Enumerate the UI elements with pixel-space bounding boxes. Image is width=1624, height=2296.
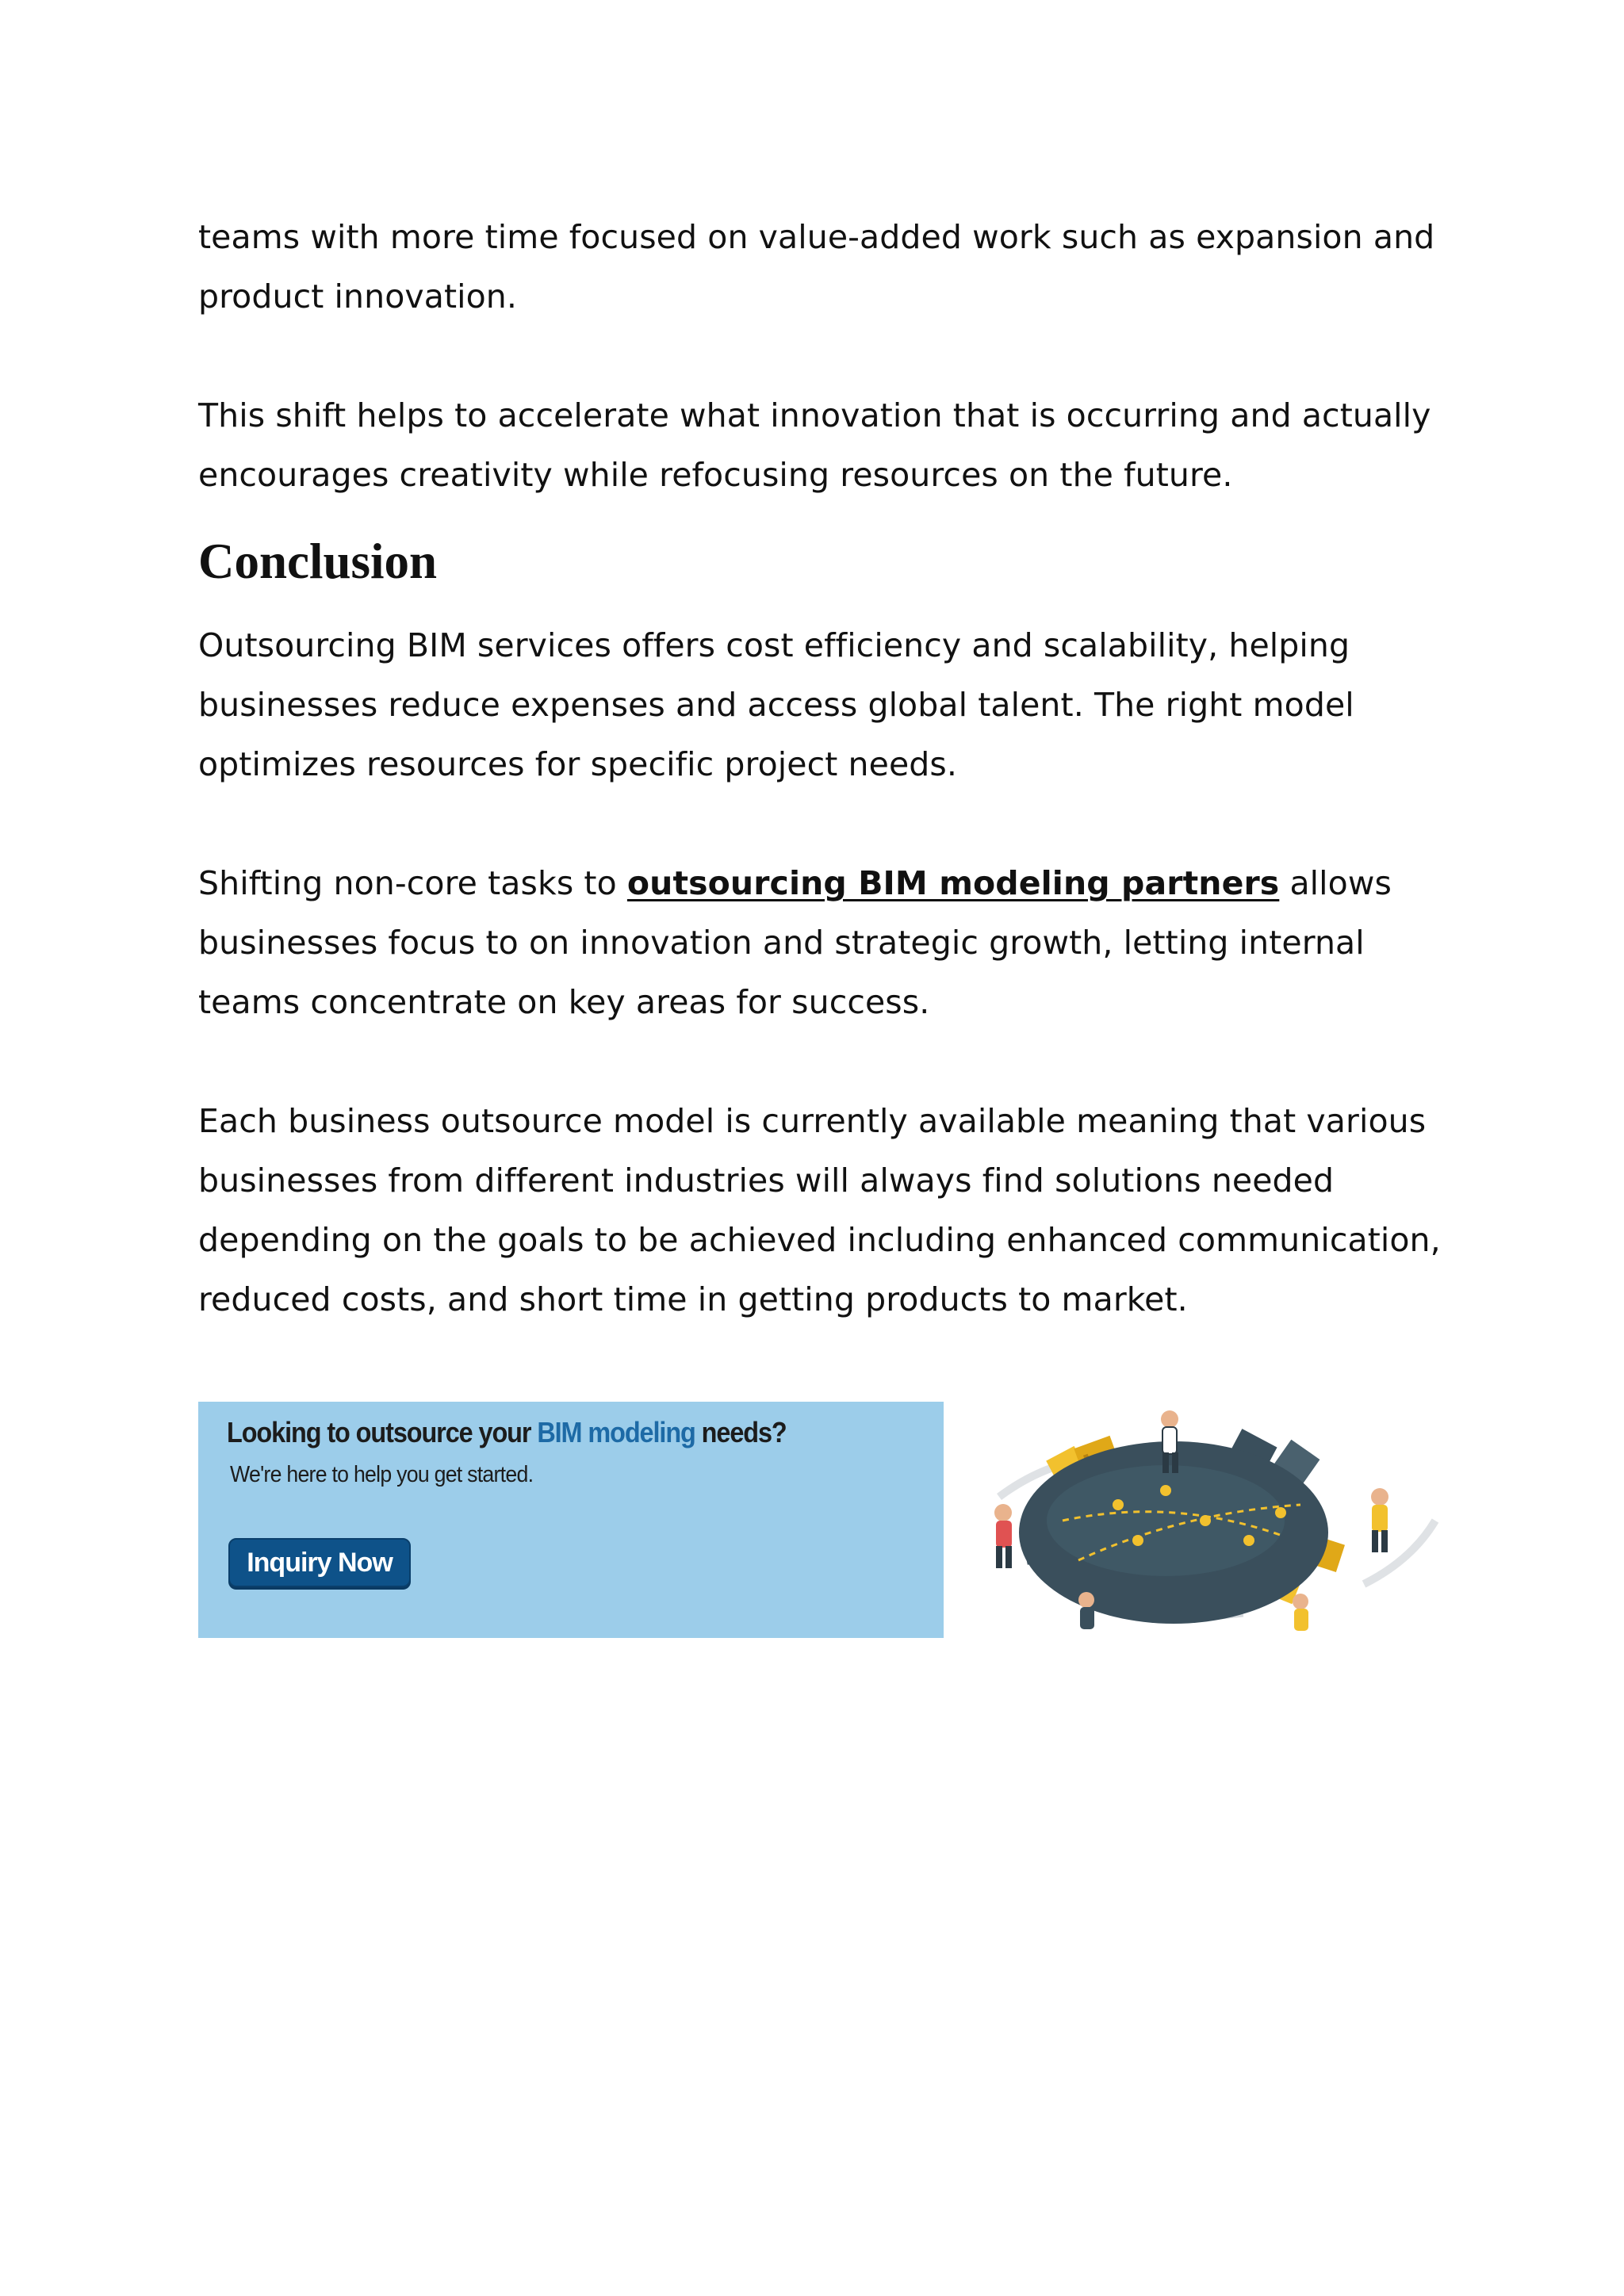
inquiry-now-button[interactable]: Inquiry Now bbox=[228, 1538, 411, 1587]
paragraph-conclusion-3: Each business outsource model is currently available meaning that various businesses from different industries will always find solutions needed depending on the goals to be achieved including enhanced communication, reduced costs, and short time in getting products to market. bbox=[198, 1102, 1441, 1318]
paragraph-conclusion-2-end: allows businesses focus to on innovation and strategic growth, letting internal teams concentrate on key areas for success. bbox=[198, 864, 1392, 1021]
conclusion-heading: Conclusion bbox=[198, 534, 438, 589]
article-body bbox=[198, 208, 1443, 1330]
cta-title-end: needs? bbox=[695, 1416, 787, 1448]
cta-title-start: Looking to outsource your bbox=[227, 1416, 538, 1448]
paragraph-conclusion-1: Outsourcing BIM services offers cost efficiency and scalability, helping businesses reduce expenses and access global talent. The right model optimizes resources for specific project needs. bbox=[198, 626, 1354, 783]
cta-row bbox=[198, 1402, 1451, 1638]
cta-banner[interactable] bbox=[198, 1402, 944, 1638]
outsourcing-bim-partners-link[interactable]: outsourcing BIM modeling partners bbox=[626, 864, 1280, 902]
cta-banner-subtitle: We're here to help you get started. bbox=[230, 1462, 534, 1487]
cta-title-accent: BIM modeling bbox=[537, 1416, 695, 1448]
paragraph-conclusion-2-start: Shifting non-core tasks to bbox=[198, 864, 627, 902]
paragraph-shift: This shift helps to accelerate what innovation that is occurring and actually encourages creativity while refocusing resources on the future. bbox=[198, 396, 1431, 494]
paragraph-conclusion-2 bbox=[198, 854, 1443, 1032]
paragraph-intro: teams with more time focused on value-added work such as expansion and product innovation. bbox=[198, 218, 1435, 316]
globe-with-buildings-and-workers-illustration bbox=[967, 1402, 1451, 1638]
cta-banner-title bbox=[227, 1416, 787, 1449]
